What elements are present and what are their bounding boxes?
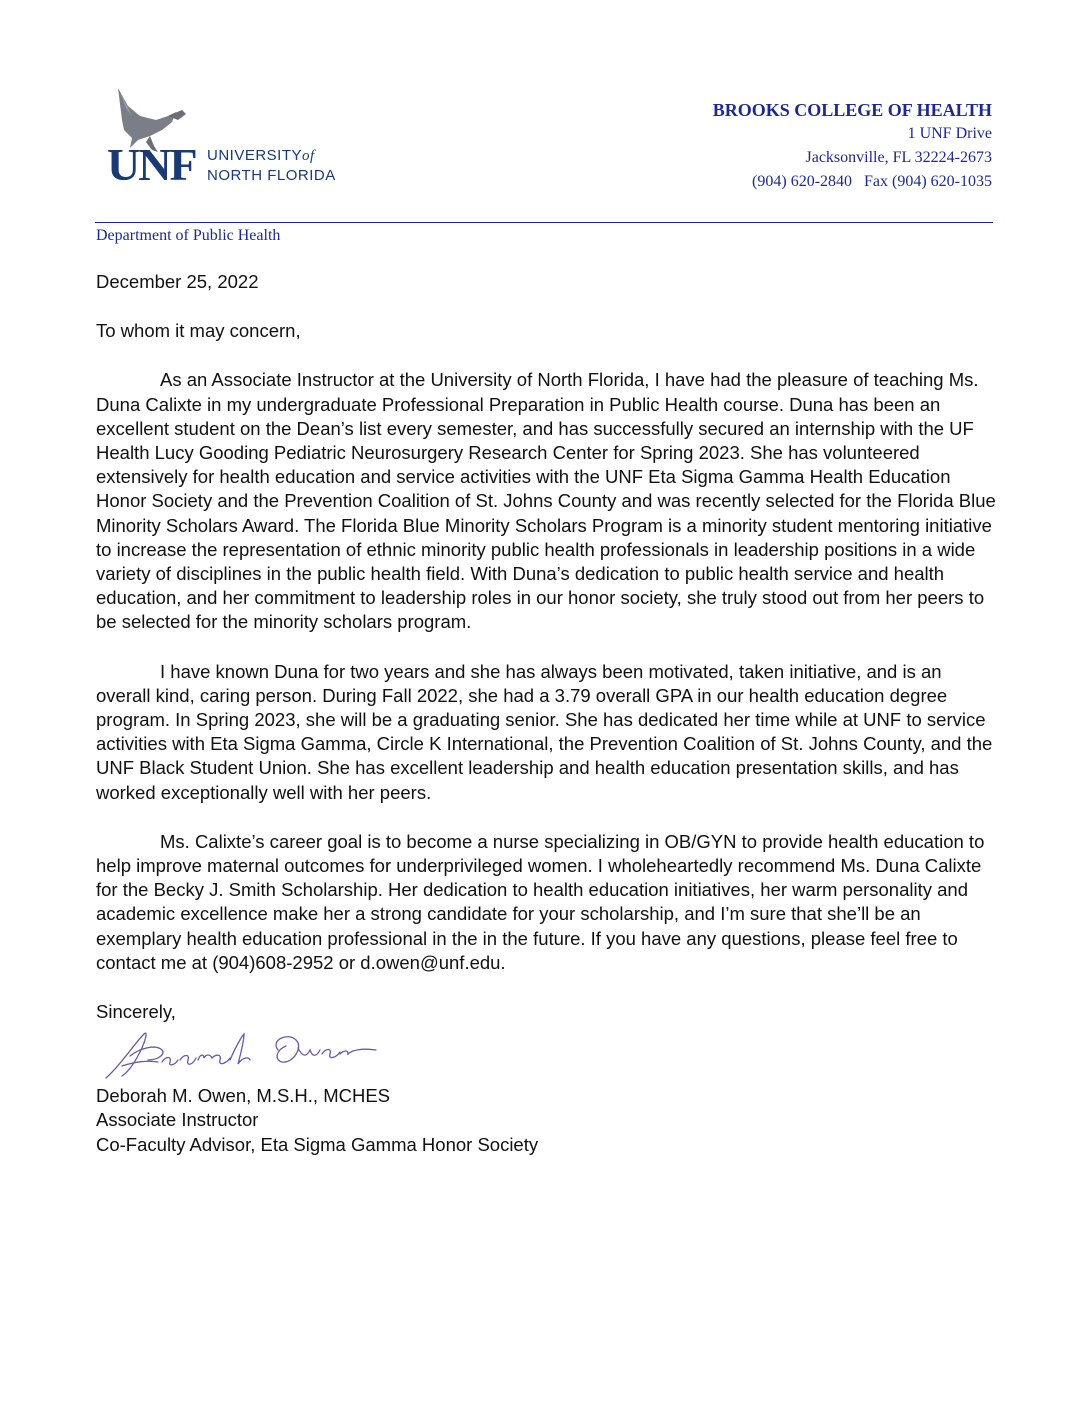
letter-body — [96, 270, 996, 1157]
letter-date: December 25, 2022 — [96, 271, 259, 292]
signer-title: Associate Instructor — [96, 1109, 259, 1131]
logo-wordmark: UNF — [107, 139, 196, 190]
logo-university-name — [207, 146, 336, 185]
signer-role: Co-Faculty Advisor, Eta Sigma Gamma Honor Society — [96, 1133, 539, 1155]
logo-university-line: UNIVERSITY — [207, 147, 303, 164]
handwritten-signature — [100, 1026, 380, 1082]
logo-florida-line: NORTH FLORIDA — [207, 167, 336, 184]
signer-name: Deborah M. Owen, M.S.H., MCHES — [96, 1085, 391, 1107]
letterhead-divider — [95, 222, 993, 223]
letter-paragraph: I have known Duna for two years and she has always been motivated, taken initiative, and is an overall kind, caring person. During Fall 2022, she had a 3.79 overall GPA in our health education degree program. In Spring 2023, she will be a graduating senior. She has dedicated her time while at UNF to service activities with Eta Sigma Gamma, Circle K International, the Prevention Coalition of St. Johns County, and the UNF Black Student Union. She has excellent leadership and health education presentation skills, and has worked exceptionally well with her peers. — [96, 660, 993, 803]
college-street: 1 UNF Drive — [907, 125, 992, 142]
letter-paragraph: As an Associate Instructor at the University of North Florida, I have had the pleasure of teaching Ms. Duna Calixte in my undergraduate Professional Preparation in Public Health course. Duna has been an excellent student on the Dean’s list every semester, and has successfully secured an internship with the UF Health Lucy Gooding Pediatric Neurosurgery Research Center for Spring 2023. She has volunteered extensively for health education and service activities with the UNF Eta Sigma Gamma Health Education Honor Society and the Prevention Coalition of St. Johns County and was recently selected for the Florida Blue Minority Scholars Award. The Florida Blue Minority Scholars Program is a minority student mentoring initiative to increase the representation of ethnic minority public health professionals in leadership positions in a wide variety of disciplines in the public health field. With Duna’s dedication to public health service and health education, and her commitment to leadership roles in our honor society, she truly stood out from her peers to be selected for the minority scholars program. — [96, 369, 996, 633]
letter-salutation: To whom it may concern, — [96, 320, 301, 342]
letter-paragraph: Ms. Calixte’s career goal is to become a nurse specializing in OB/GYN to provide health education to help improve maternal outcomes for underprivileged women. I wholeheartedly recommend Ms. Duna Calixte for the Becky J. Smith Scholarship. Her dedication to health education initiatives, her warm personality and academic excellence make her a strong candidate for your scholarship, and I’m sure that she’ll be an exemplary health education professional in the in the future. If you have any questions, please feel free to contact me at (904)608-2952 or d.owen@unf.edu. — [96, 830, 985, 973]
college-address-block — [713, 98, 992, 194]
college-phone-fax: (904) 620-2840 Fax (904) 620-1035 — [752, 173, 992, 190]
unf-logo — [105, 86, 365, 196]
college-name: BROOKS COLLEGE OF HEALTH — [712, 100, 992, 120]
department-name: Department of Public Health — [96, 227, 281, 244]
letter-closing: Sincerely, — [96, 1001, 176, 1023]
college-city: Jacksonville, FL 32224-2673 — [805, 149, 992, 166]
logo-of: of — [302, 148, 315, 164]
